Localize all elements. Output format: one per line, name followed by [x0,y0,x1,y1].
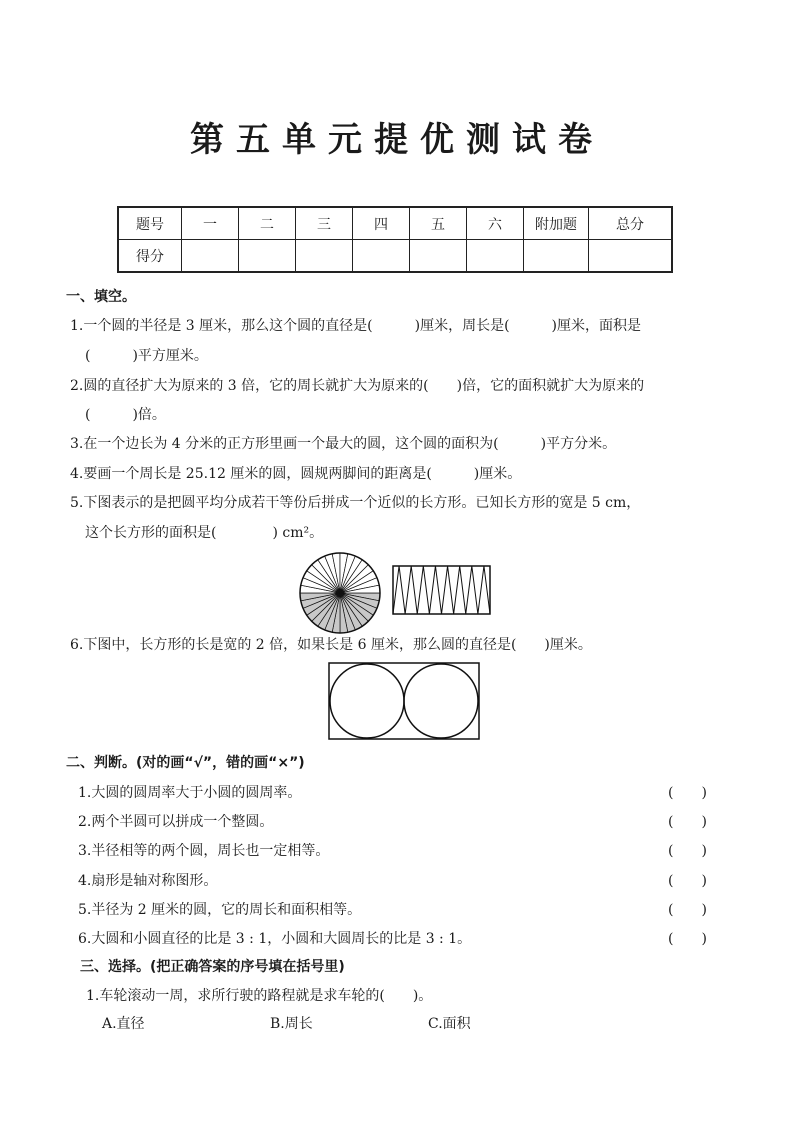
table-cell: 五 [410,207,467,240]
table-cell: 得分 [118,240,182,273]
question-text: 2.圆的直径扩大为原来的 3 倍，它的周长就扩大为原来的( )倍，它的面积就扩大为原来的 [70,378,645,394]
table-cell: 六 [467,207,524,240]
answer-paren[interactable]: ( ) [668,843,707,859]
option-a[interactable]: A.直径 [102,1016,145,1032]
table-cell: 附加题 [524,207,589,240]
table-cell: 一 [182,207,239,240]
judge-item: 6.大圆和小圆直径的比是 3 : 1，小圆和大圆周长的比是 3 : 1。 [78,931,472,947]
score-input-cell[interactable] [353,240,410,273]
question-text: 3.在一个边长为 4 分米的正方形里画一个最大的圆，这个圆的面积为( )平方分米。 [70,436,617,452]
section-heading-fill: 一、填空。 [66,289,136,305]
table-cell: 二 [239,207,296,240]
question-text: 4.要画一个周长是 25.12 厘米的圆，圆规两脚间的距离是( )厘米。 [70,466,522,482]
question-text: ( )平方厘米。 [85,348,208,364]
question-text: 6.下图中，长方形的长是宽的 2 倍，如果长是 6 厘米，那么圆的直径是( )厘米。 [70,637,592,653]
section-heading-choice: 三、选择。(把正确答案的序号填在括号里) [80,959,345,975]
table-cell: 总分 [589,207,673,240]
score-input-cell[interactable] [589,240,673,273]
score-table [117,206,673,273]
circle-to-rectangle-figure [298,550,498,640]
score-input-cell[interactable] [410,240,467,273]
table-cell: 题号 [118,207,182,240]
answer-paren[interactable]: ( ) [668,785,707,801]
score-input-cell[interactable] [524,240,589,273]
rectangle-zigzag [393,566,490,614]
table-cell: 三 [296,207,353,240]
section-heading-judge: 二、判断。(对的画“√”，错的画“×”) [66,755,305,771]
rectangle-two-circles-figure [328,662,480,740]
answer-paren[interactable]: ( ) [668,902,707,918]
answer-paren[interactable]: ( ) [668,814,707,830]
question-text: 1.一个圆的半径是 3 厘米，那么这个圆的直径是( )厘米，周长是( )厘米，面积是 [70,318,642,334]
judge-item: 2.两个半圆可以拼成一个整圆。 [78,814,274,830]
score-table-header-row [118,207,672,240]
table-cell: 四 [353,207,410,240]
judge-item: 1.大圆的圆周率大于小圆的圆周率。 [78,785,302,801]
judge-item: 3.半径相等的两个圆，周长也一定相等。 [78,843,330,859]
score-input-cell[interactable] [182,240,239,273]
question-text: 5.下图表示的是把圆平均分成若干等份后拼成一个近似的长方形。已知长方形的宽是 5 cm， [70,495,641,511]
answer-paren[interactable]: ( ) [668,873,707,889]
answer-paren[interactable]: ( ) [668,931,707,947]
approx-rectangle [393,566,490,614]
judge-item: 5.半径为 2 厘米的圆，它的周长和面积相等。 [78,902,362,918]
question-text: 这个长方形的面积是( ) cm²。 [85,525,324,541]
question-text: 1.车轮滚动一周，求所行驶的路程就是求车轮的( )。 [86,988,433,1004]
option-c[interactable]: C.面积 [428,1016,471,1032]
score-input-cell[interactable] [296,240,353,273]
right-circle [404,664,478,738]
question-text: ( )倍。 [85,407,166,423]
score-input-cell[interactable] [239,240,296,273]
judge-item: 4.扇形是轴对称图形。 [78,873,218,889]
option-b[interactable]: B.周长 [270,1016,313,1032]
left-circle [330,664,404,738]
score-input-cell[interactable] [467,240,524,273]
score-table-score-row [118,240,672,273]
page-title: 第五单元提优测试卷 [190,120,604,160]
